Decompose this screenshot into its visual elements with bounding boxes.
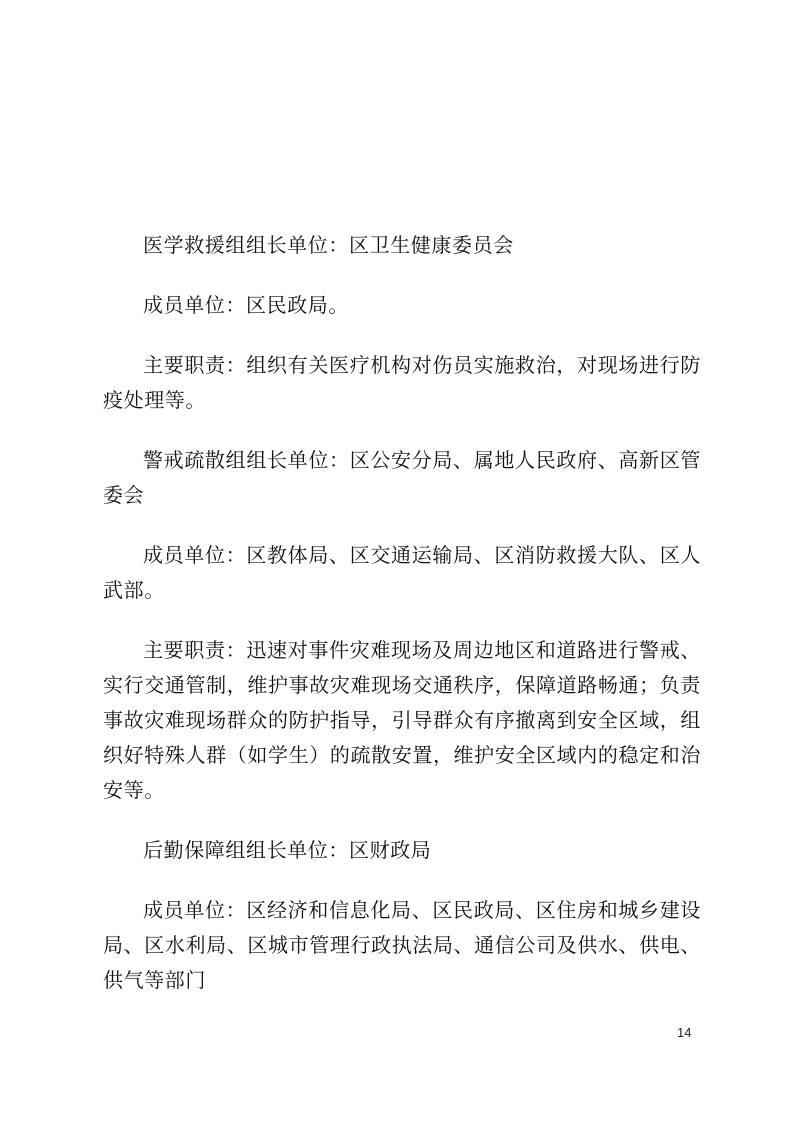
document-body <box>103 228 701 1023</box>
logistics-member-units: 成员单位：区经济和信息化局、区民政局、区住房和城乡建设局、区水利局、区城市管理行政执法局、通信公司及供水、供电、供气等部门 <box>103 898 701 992</box>
evacuation-member-units: 成员单位：区教体局、区交通运输局、区消防救援大队、区人武部。 <box>103 543 701 602</box>
evacuation-lead-unit: 警戒疏散组组长单位：区公安分局、属地人民政府、高新区管委会 <box>103 448 701 507</box>
medical-rescue-lead-unit: 医学救援组组长单位：区卫生健康委员会 <box>143 233 514 257</box>
evacuation-duties: 主要职责：迅速对事件灾难现场及周边地区和道路进行警戒、实行交通管制，维护事故灾难现场交通秩序，保障道路畅通；负责事故灾难现场群众的防护指导，引导群众有序撤离到安全区域，组织好特殊人群（如学生）的疏散安置，维护安全区域内的稳定和治安等。 <box>103 638 701 802</box>
medical-rescue-member-units: 成员单位：区民政局。 <box>143 293 349 317</box>
logistics-lead-unit: 后勤保障组组长单位：区财政局 <box>143 838 432 862</box>
medical-rescue-duties: 主要职责：组织有关医疗机构对伤员实施救治，对现场进行防疫处理等。 <box>103 353 701 412</box>
page-number: 14 <box>677 1025 692 1040</box>
